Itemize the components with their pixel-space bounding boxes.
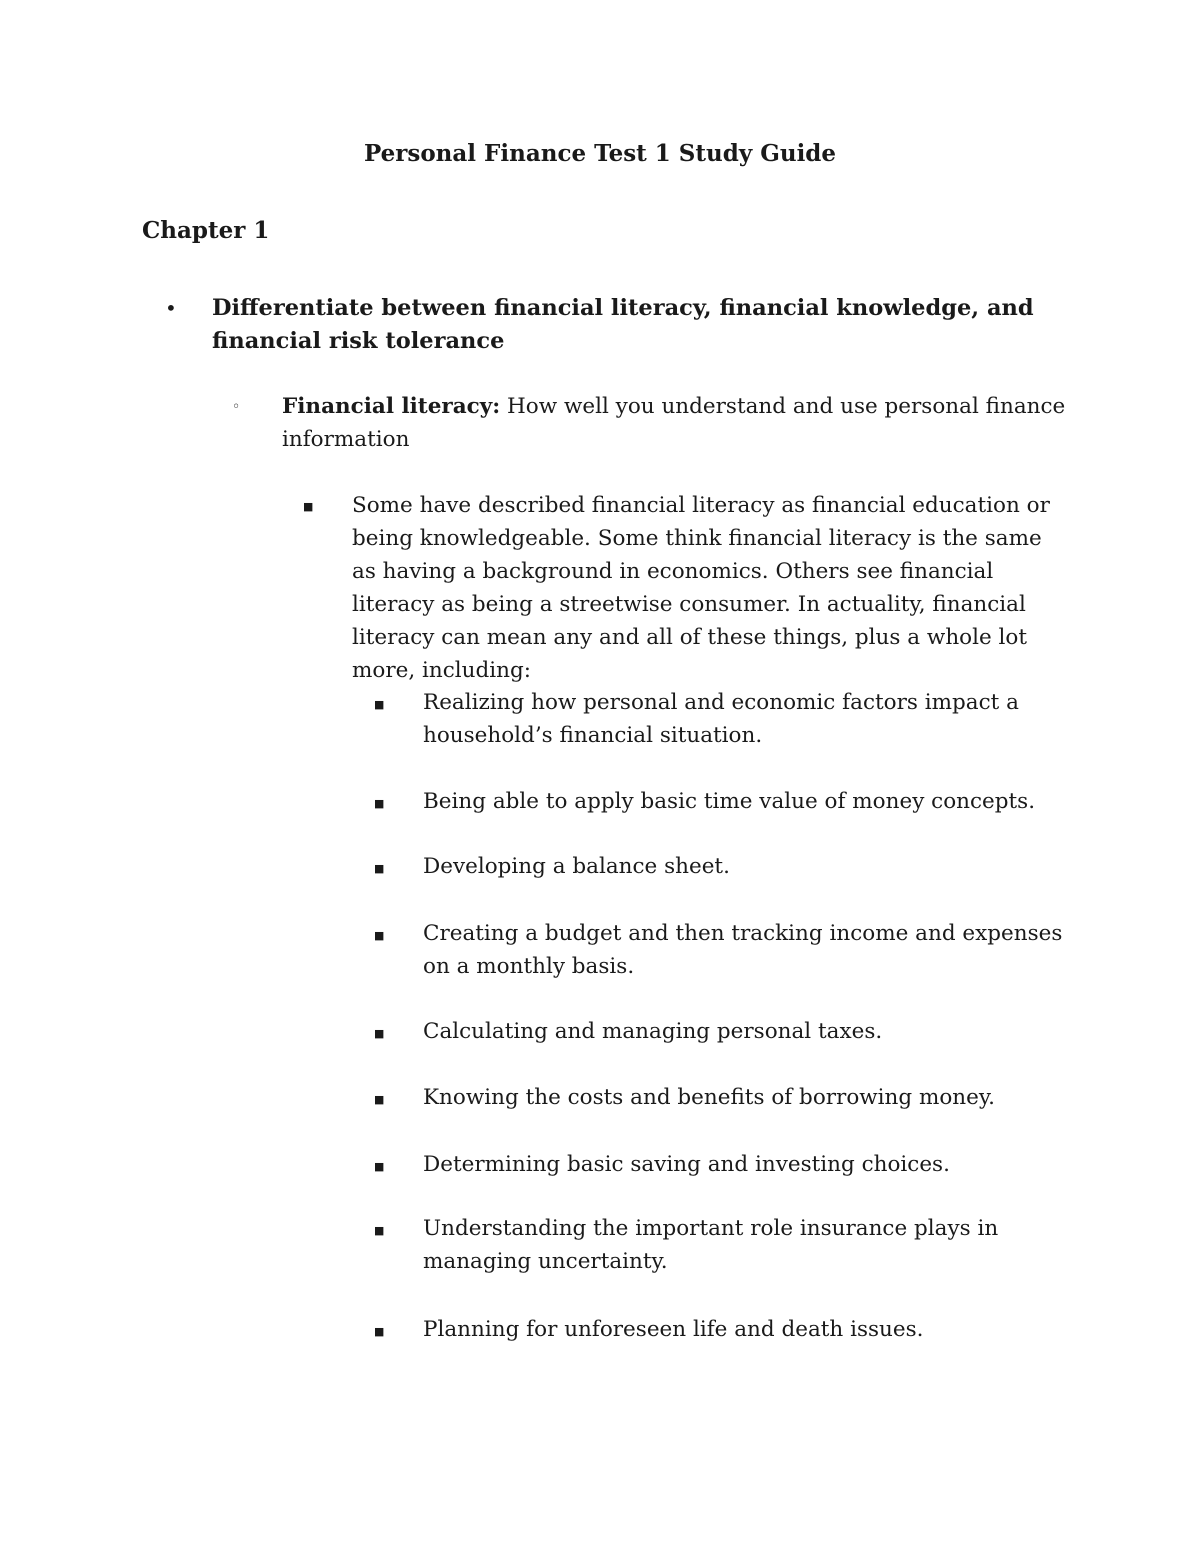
- square-bullet-icon: ■: [374, 929, 385, 942]
- page-title: Personal Finance Test 1 Study Guide: [363, 140, 837, 167]
- skill-item: Knowing the costs and benefits of borrowing money.: [423, 1085, 996, 1110]
- disc-bullet-icon: •: [165, 296, 177, 320]
- square-bullet-icon: ■: [374, 1325, 385, 1338]
- objective-item: Differentiate between financial literacy, financial knowledge, and financial risk tolerance: [212, 295, 1034, 354]
- skill-item: Calculating and managing personal taxes.: [423, 1019, 883, 1044]
- definition-term: Financial literacy:: [282, 394, 501, 419]
- definition-text: How well you understand and use personal finance information: [282, 394, 1066, 452]
- chapter-heading: Chapter 1: [142, 217, 270, 244]
- square-bullet-icon: ■: [374, 1224, 385, 1237]
- skill-item: Creating a budget and then tracking income and expenses on a monthly basis.: [423, 921, 1063, 979]
- skill-item: Being able to apply basic time value of money concepts.: [423, 789, 1036, 814]
- square-bullet-icon: ■: [374, 1093, 385, 1106]
- skill-item: Realizing how personal and economic factors impact a household’s financial situation.: [423, 690, 1019, 748]
- square-bullet-icon: ■: [374, 1160, 385, 1173]
- square-bullet-icon: ■: [374, 797, 385, 810]
- definition-item: [282, 390, 1072, 456]
- skill-item: Determining basic saving and investing choices.: [423, 1152, 950, 1177]
- square-bullet-icon: ■: [374, 1027, 385, 1040]
- skill-item: Understanding the important role insurance plays in managing uncertainty.: [423, 1216, 999, 1274]
- square-bullet-icon: ■: [374, 698, 385, 711]
- description-item: Some have described financial literacy as financial education or being knowledgeable. Some think financial literacy is the same as having a background in economics. Others see financial literacy as being a streetwise consumer. In actuality, financial literacy can mean any and all of these things, plus a whole lot more, including:: [352, 493, 1050, 683]
- skill-item: Planning for unforeseen life and death issues.: [423, 1317, 924, 1342]
- skill-item: Developing a balance sheet.: [423, 854, 730, 879]
- square-bullet-icon: ■: [303, 500, 314, 513]
- circle-bullet-icon: ◦: [232, 399, 241, 415]
- square-bullet-icon: ■: [374, 862, 385, 875]
